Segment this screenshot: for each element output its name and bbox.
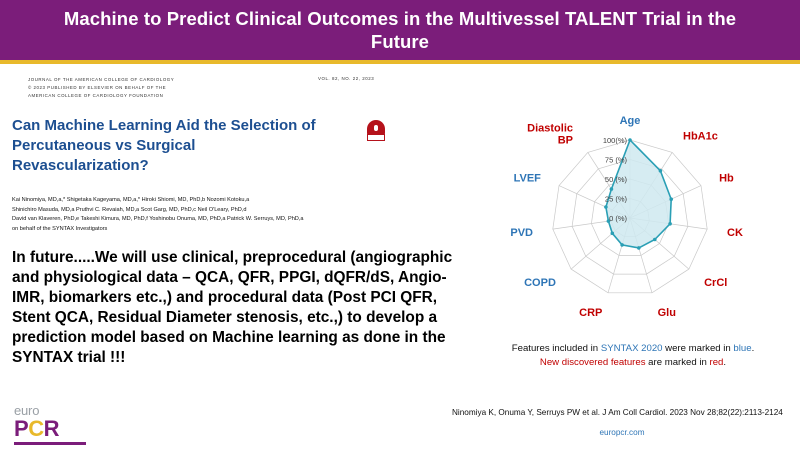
logo-c: C	[28, 416, 44, 441]
radar-chart	[470, 96, 790, 346]
journal-masthead	[28, 76, 468, 100]
radar-data-point	[637, 246, 641, 250]
radar-tick-label: 25 (%)	[604, 194, 627, 204]
radar-tick-label: 75 (%)	[604, 155, 627, 165]
masthead-line-3: AMERICAN COLLEGE OF CARDIOLOGY FOUNDATION	[28, 93, 164, 99]
bell-cutout-shape	[374, 125, 378, 131]
citation-url[interactable]: europcr.com	[599, 428, 645, 437]
jacc-bell-logo-icon	[366, 120, 386, 142]
logo-underline	[14, 442, 86, 445]
radar-label-glu: Glu	[657, 307, 676, 319]
citation-text: Ninomiya K, Onuma Y, Serruys PW et al. J Am Coll Cardiol. 2023 Nov 28;82(22):2113-2124	[452, 408, 783, 417]
radar-data-point	[611, 232, 615, 236]
author-line: Shinichiro Masuda, MD,a Pruthvi C. Revaiah, MD,a Scot Garg, MD, PhD,c Neil O'Leary, PhD,d	[12, 206, 247, 213]
logo-pcr-text	[14, 418, 104, 440]
masthead-volume: VOL. 82, NO. 22, 2023	[318, 76, 375, 81]
radar-data-point	[604, 205, 608, 209]
radar-tick-label: 0 (%)	[609, 214, 627, 223]
radar-data-point	[659, 169, 663, 173]
caption-red-word: red	[709, 356, 724, 368]
caption-part-6: .	[723, 356, 727, 368]
logo-r: R	[43, 416, 59, 441]
radar-data-point	[620, 243, 624, 247]
radar-label-diastolic-bp: Diastolic	[527, 122, 573, 135]
europcr-logo	[14, 404, 104, 442]
radar-data-point	[668, 222, 672, 226]
radar-data-point	[610, 187, 614, 191]
caption-part-3: .	[751, 343, 755, 354]
radar-chart-svg	[470, 96, 790, 346]
radar-label-hba1c: HbA1c	[683, 130, 718, 143]
slide-header	[0, 0, 800, 60]
radar-data-point	[653, 238, 657, 242]
radar-label-lvef: LVEF	[513, 172, 541, 185]
radar-label-age: Age	[619, 115, 641, 127]
author-line: on behalf of the SYNTAX Investigators	[12, 225, 108, 232]
radar-label-ck: CK	[727, 226, 743, 239]
caption-part-5: are marked in	[645, 356, 710, 368]
page-title: Machine to Predict Clinical Outcomes in the Multivessel TALENT Trial in the Future	[63, 7, 737, 52]
narrative-text: In future.....We will use clinical, preprocedural (angiographic and physiological data – QCA, QFR, PPGI, dQFR/dS, Angio-IMR, biomarkers etc.,) and procedural data (Post PCI QFR, Stent QCA, Residual Diameter stenosis, etc.,) to develop a prediction model based on Machine learning as done in the SYNTAX trial !!!	[12, 249, 453, 367]
author-line: Kai Ninomiya, MD,a,* Shigetaka Kageyama, MD,a,* Hiroki Shiomi, MD, PhD,b Nozomi Kotoku,a	[12, 197, 250, 203]
caption-new-features: New discovered features	[539, 356, 646, 368]
caption-blue-word: blue	[733, 343, 752, 354]
masthead-line-1: JOURNAL OF THE AMERICAN COLLEGE OF CARDIOLOGY	[28, 77, 175, 82]
radar-label-crcl: CrCl	[704, 277, 728, 290]
radar-label-diastolic-bp-2: BP	[557, 134, 573, 147]
radar-tick-label: 100(%)	[602, 136, 627, 145]
author-line: David van Klaveren, PhD,e Takeshi Kimura, MD, PhD,f Yoshinobu Onuma, MD, PhD,a Patrick W. Serruys, MD, PhD,a	[12, 216, 304, 223]
radar-data-point	[669, 197, 673, 201]
caption-part-2: were marked in	[662, 343, 734, 354]
masthead-line-2: © 2023 PUBLISHED BY ELSEVIER ON BEHALF OF THE	[28, 85, 167, 91]
logo-p: P	[14, 416, 29, 441]
radar-tick-label: 50 (%)	[604, 175, 627, 184]
bell-base-shape	[367, 134, 385, 141]
radar-label-hb: Hb	[719, 172, 734, 185]
logo-euro-text: euro	[14, 403, 40, 418]
paper-title: Can Machine Learning Aid the Selection of Percutaneous vs Surgical Revascularization?	[12, 117, 316, 174]
radar-data-point	[628, 138, 632, 142]
header-accent-rule	[0, 60, 800, 64]
author-list	[12, 196, 342, 234]
caption-part-1: Features included in	[511, 343, 601, 354]
caption-syntax-label: SYNTAX 2020	[600, 343, 663, 354]
radar-label-copd: COPD	[524, 277, 556, 290]
radar-label-pvd: PVD	[510, 226, 533, 239]
chart-caption	[478, 342, 788, 370]
radar-label-crp: CRP	[579, 307, 603, 319]
